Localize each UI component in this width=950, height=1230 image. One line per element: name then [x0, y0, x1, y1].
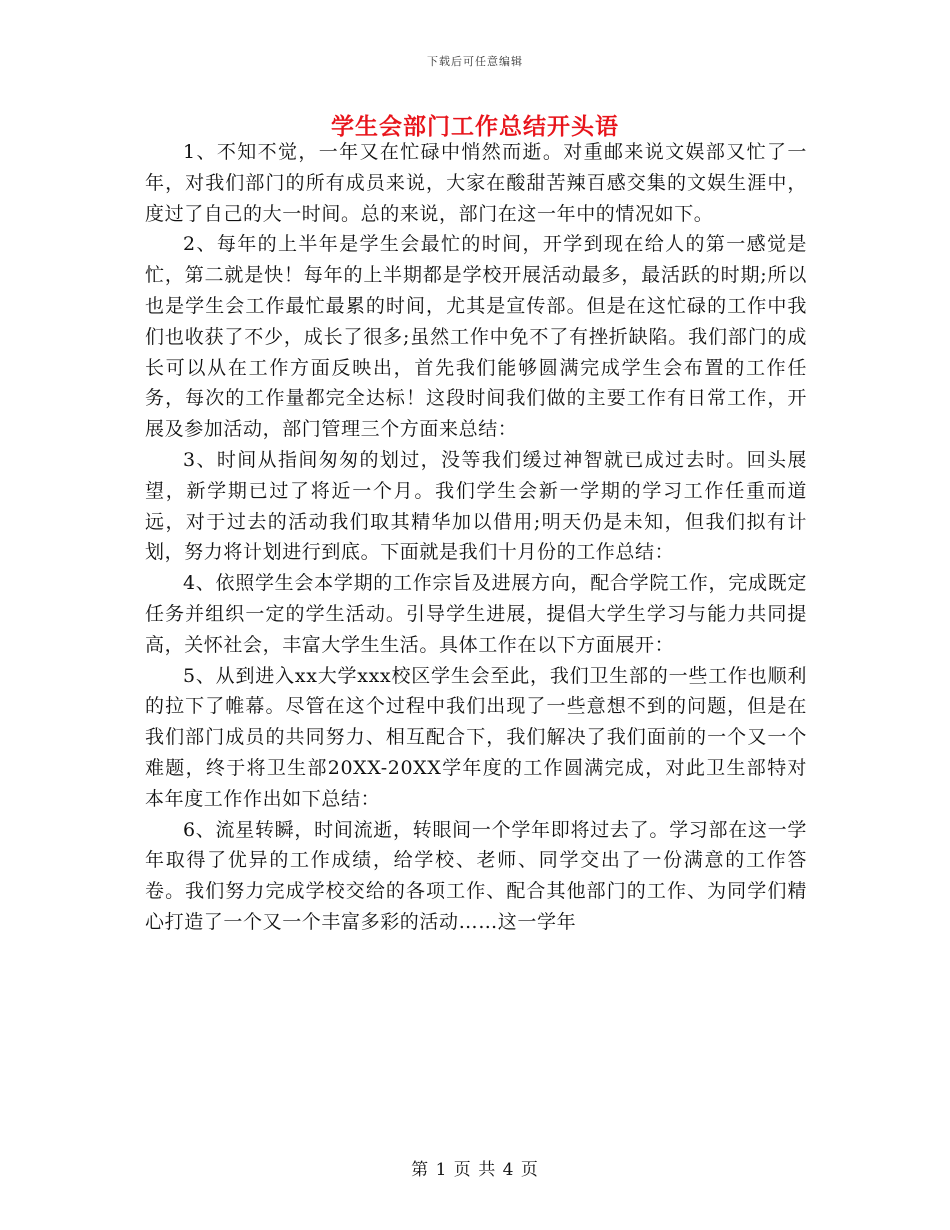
footer-suffix: 页: [520, 1160, 539, 1180]
page-header-note: 下载后可任意编辑: [427, 55, 523, 68]
page-footer: [0, 1155, 950, 1180]
paragraph-6: 6、流星转瞬，时间流逝，转眼间一个学年即将过去了。学习部在这一学年取得了优异的工作成绩，给学校、老师、同学交出了一份满意的工作答卷。我们努力完成学校交给的各项工作、配合其他部门的工作、为同学们精心打造了一个又一个丰富多彩的活动……这一学年: [145, 818, 807, 933]
footer-page-number: 1: [435, 1160, 448, 1180]
paragraph-3: 3、时间从指间匆匆的划过，没等我们缓过神智就已成过去时。回头展望，新学期已过了将近一个月。我们学生会新一学期的学习工作任重而道远，对于过去的活动我们取其精华加以借用;明天仍是未知，但我们拟有计划，努力将计划进行到底。下面就是我们十月份的工作总结：: [145, 448, 807, 564]
footer-middle: 页 共: [453, 1160, 497, 1180]
paragraph-2: 2、每年的上半年是学生会最忙的时间，开学到现在给人的第一感觉是忙，第二就是快！每年的上半期都是学校开展活动最多，最活跃的时期;所以也是学生会工作最忙最累的时间，尤其是宣传部。但是在这忙碌的工作中我们也收获了不少，成长了很多;虽然工作中免不了有挫折缺陷。我们部门的成长可以从在工作方面反映出，首先我们能够圆满完成学生会布置的工作任务，每次的工作量都完全达标！这段时间我们做的主要工作有日常工作，开展及参加活动，部门管理三个方面来总结：: [145, 233, 807, 441]
document-title: 学生会部门工作总结开头语: [331, 113, 619, 140]
paragraph-5: 5、从到进入xx大学xxx校区学生会至此，我们卫生部的一些工作也顺利的拉下了帷幕。尽管在这个过程中我们出现了一些意想不到的问题，但是在我们部门成员的共同努力、相互配合下，我们解决了我们面前的一个又一个难题，终于将卫生部20XX-20XX学年度的工作圆满完成，对此卫生部特对本年度工作作出如下总结：: [145, 664, 807, 810]
footer-prefix: 第: [411, 1160, 430, 1180]
paragraph-4: 4、依照学生会本学期的工作宗旨及进展方向，配合学院工作，完成既定任务并组织一定的学生活动。引导学生进展，提倡大学生学习与能力共同提高，关怀社会，丰富大学生生活。具体工作在以下方面展开：: [145, 572, 807, 656]
footer-total-pages: 4: [502, 1160, 515, 1180]
document-body: [145, 137, 807, 938]
paragraph-1: 1、不知不觉，一年又在忙碌中悄然而逝。对重邮来说文娱部又忙了一年，对我们部门的所有成员来说，大家在酸甜苦辣百感交集的文娱生涯中，度过了自己的大一时间。总的来说，部门在这一年中的情况如下。: [145, 141, 807, 225]
